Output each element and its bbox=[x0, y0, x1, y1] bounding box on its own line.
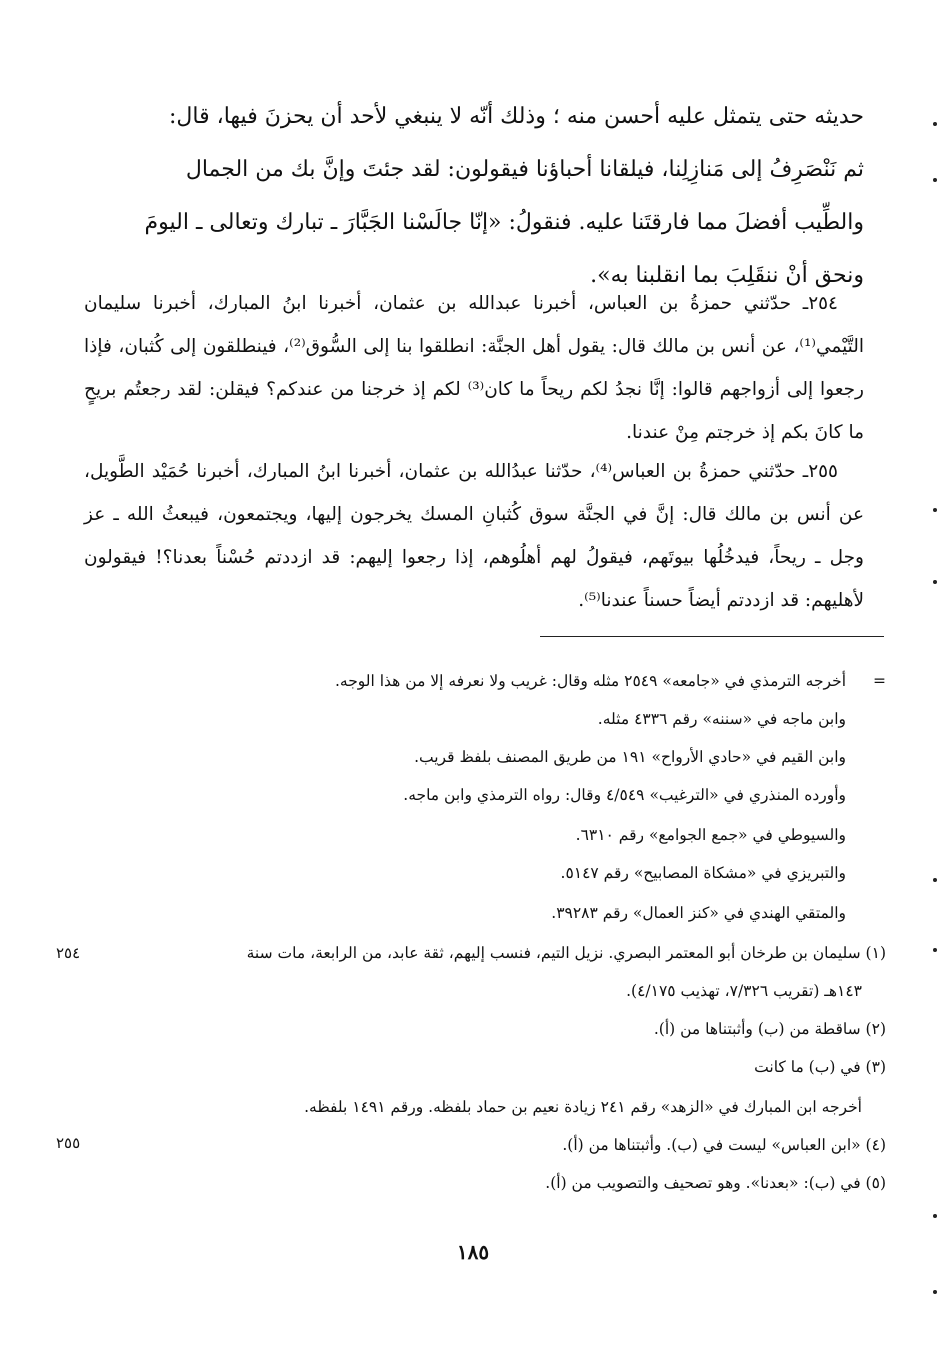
footnote-line: وابن ماجه في «سننه» رقم ٤٣٣٦ مثله. bbox=[597, 710, 846, 728]
text-line: والطِّيب أفضلَ مما فارقتَنا عليه. فنقولُ: «إنّا جالَسْنا الجَبَّارَ ـ تبارك وتعالى ـ اليومَ bbox=[144, 210, 864, 235]
footnote-separator bbox=[540, 636, 884, 637]
margin-dot bbox=[933, 580, 937, 584]
margin-dot bbox=[933, 122, 937, 126]
page-number: ١٨٥ bbox=[456, 1240, 490, 1264]
footnote-3: (٣) في (ب) ما كانت bbox=[754, 1058, 886, 1076]
continuation-paragraph bbox=[84, 90, 864, 302]
margin-dot bbox=[933, 1290, 937, 1294]
text-line: حديثه حتى يتمثل عليه أحسن منه ؛ وذلك أنّه لا ينبغي لأحد أن يحزنَ فيها، قال: bbox=[169, 104, 864, 129]
footnote-line: والسيوطي في «جمع الجوامع» رقم ٦٣١٠. bbox=[575, 826, 846, 844]
footnote-line: والتبريزي في «مشكاة المصابيح» رقم ٥١٤٧. bbox=[560, 864, 846, 882]
text-line: ثم نَنْصَرِفُ إلى مَنازِلِنا، فيلقانا أحباؤنا فيقولون: لقد جئتَ وإنَّ بك من الجمال bbox=[185, 157, 864, 182]
footnote-4: (٤) «ابن العباس» ليست في (ب). وأثبتناها من (أ). bbox=[562, 1136, 886, 1154]
margin-number-255: ٢٥٥ bbox=[56, 1134, 81, 1152]
footnote-1: (١) سليمان بن طرخان أبو المعتمر البصري. نزيل التيم، فنسب إليهم، ثقة عابد، من الرابعة، مات سنة bbox=[246, 944, 886, 962]
footnote-2: (٢) ساقطة من (ب) وأثبتناها من (أ). bbox=[653, 1020, 886, 1038]
hadith-254 bbox=[84, 282, 864, 454]
margin-dot bbox=[933, 1214, 937, 1218]
footnote-line: والمتقي الهندي في «كنز العمال» رقم ٣٩٢٨٣. bbox=[551, 904, 846, 922]
hadith-255-text: ٢٥٥ـ حدّثني حمزةُ بن العباس⁽⁴⁾، حدّثنا عبدُالله بن عثمان، أخبرنا ابنُ المبارك، أخبرنا حُمَيْد الطَّويل، عن أنس بن مالك قال: إنَّ في الجنَّة سوق كُثبانِ المسك يخرجون إليها، ويجتمعون، فيبعثُ الله ـ عز وجل ـ ريحاً، فيدخُلُها بيوتَهم، فيقولُ لهم أهلُوهم، إذا رجعوا إليهم: قد ازددتم حُسْناً بعدنا؟! فيقولون لأهليهم: قد ازددتم أيضاً حسناً عندنا⁽⁵⁾. bbox=[84, 461, 864, 611]
footnote-line: أخرجه الترمذي في «جامعه» ٢٥٤٩ مثله وقال: غريب ولا نعرفه إلا من هذا الوجه. bbox=[334, 672, 846, 690]
takhrij-255: أخرجه ابن المبارك في «الزهد» رقم ٢٤١ زيادة نعيم بن حماد بلفظه. ورقم ١٤٩١ بلفظه. bbox=[304, 1098, 862, 1116]
footnote-line: وابن القيم في «حادي الأرواح» ١٩١ من طريق المصنف بلفظ قريب. bbox=[414, 748, 846, 766]
margin-dot bbox=[933, 178, 937, 182]
margin-number-254: ٢٥٤ bbox=[56, 944, 81, 962]
hadith-255 bbox=[84, 450, 864, 622]
hadith-254-text: ٢٥٤ـ حدّثني حمزةُ بن العباس، أخبرنا عبدالله بن عثمان، أخبرنا ابنُ المبارك، أخبرنا سليمان التَّيْمي⁽¹⁾، عن أنس بن مالك قال: يقول أهل الجنَّة: انطلقوا بنا إلى السُّوق⁽²⁾، فينطلقون إلى كُثبان، فإذا رجعوا إلى أزواجهم قالوا: إنَّا نجدُ لكم ريحاً ما كان⁽³⁾ لكم إذ خرجنا من عندكم؟ فيقلن: لقد رجعتُم بريحٍ ما كانَ بكم إذ خرجتم مِنْ عندنا. bbox=[84, 293, 865, 443]
margin-dot bbox=[933, 508, 937, 512]
footnote-1-continued: ١٤٣هـ (تقريب ٧/٣٢٦، تهذيب ٤/١٧٥). bbox=[626, 982, 862, 1000]
footnote-5: (٥) في (ب): «بعدنا». وهو تصحيف والتصويب من (أ). bbox=[545, 1174, 886, 1192]
margin-dot bbox=[933, 878, 937, 882]
margin-dot bbox=[933, 948, 937, 952]
footnote-line: وأورده المنذري في «الترغيب» ٤/٥٤٩ وقال: رواه الترمذي وابن ماجه. bbox=[403, 786, 846, 804]
continuation-marker: = bbox=[873, 672, 886, 690]
text-line: ونحق أنْ ننقَلِبَ بما انقلبنا به». bbox=[590, 263, 864, 288]
